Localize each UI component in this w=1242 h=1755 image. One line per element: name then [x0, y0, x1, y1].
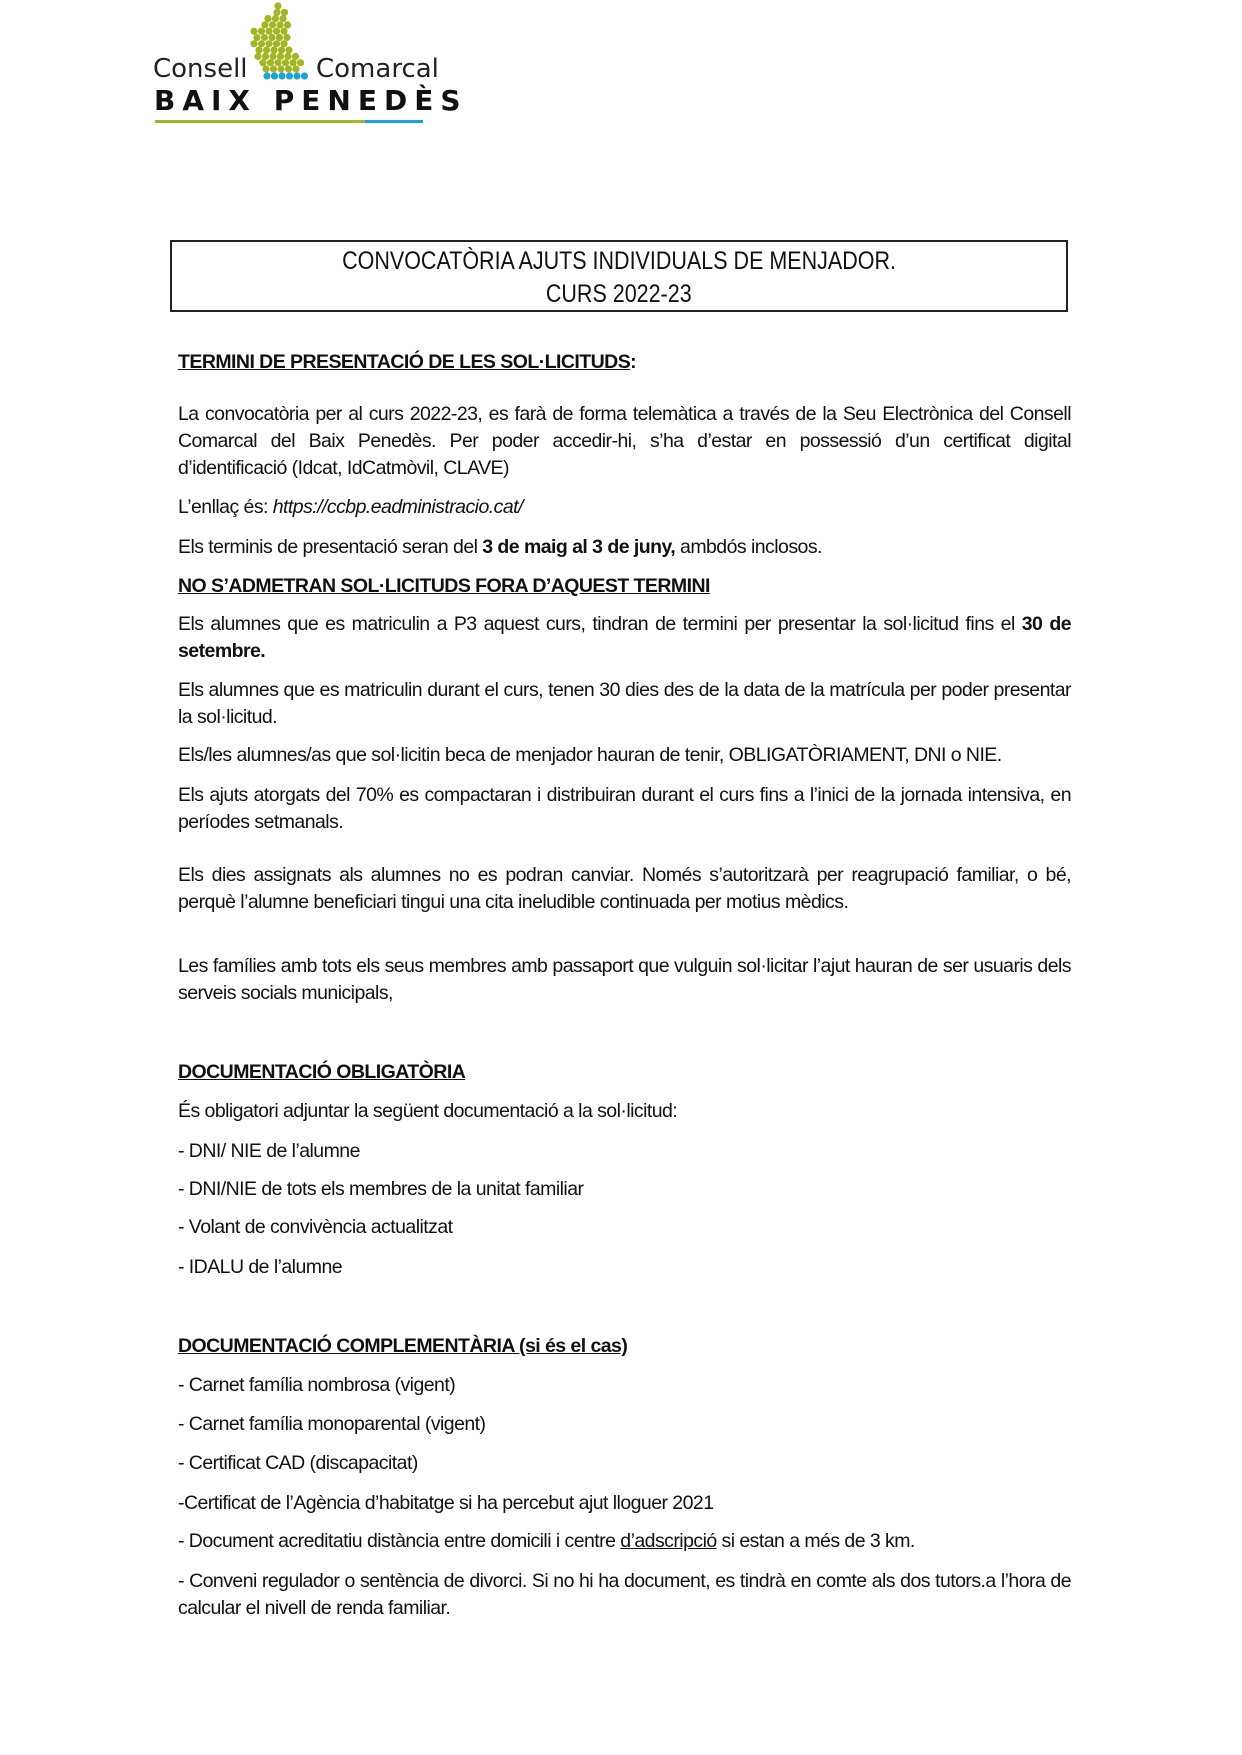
paragraph-link — [178, 494, 1071, 521]
logo-dot — [270, 47, 277, 54]
logo-dot — [254, 53, 261, 60]
logo-dot — [269, 21, 276, 28]
dates-bold: 3 de maig al 3 de juny, — [482, 536, 676, 558]
paragraph-convocatoria: La convocatòria per al curs 2022-23, es farà de forma telemàtica a través de la Seu Electrònica del Consell Comarcal del Baix Penedès. Per poder accedir-hi, s’ha d’estar en possessió d’un certificat digital d’identificació (Idcat, IdCatmòvil, CLAVE) — [178, 403, 1071, 479]
logo-dot — [274, 2, 281, 9]
logo-dot — [289, 59, 296, 66]
logo-dot — [258, 40, 265, 47]
section-heading-obligatoria: DOCUMENTACIÓ OBLIGATÒRIA — [178, 1061, 466, 1083]
logo-dot — [273, 9, 280, 16]
logo-dot — [278, 72, 285, 79]
logo-dot — [273, 28, 280, 35]
logo-dot — [264, 15, 271, 22]
obligatoria-intro: És obligatori adjuntar la següent documentació a la sol·licitud: — [178, 1100, 678, 1122]
logo-dot — [250, 40, 257, 47]
logo-dot — [272, 15, 279, 22]
logo-dot — [253, 34, 260, 41]
paragraph-dies: Els dies assignats als alumnes no es podran canviar. Només s’autoritzarà per reagrupació familiar, o bé, perquè l’alumne beneficiari tingui una cita ineludible continuada per motius mèdics. — [178, 864, 1071, 913]
paragraph-p3 — [178, 611, 1071, 665]
logo-dot — [286, 72, 293, 79]
logo-dot — [280, 40, 287, 47]
logo-dot — [283, 34, 290, 41]
paragraph-passaport: Les famílies amb tots els seus membres amb passaport que vulguin sol·licitar l’ajut hauran de ser usuaris dels serveis socials municipals, — [178, 955, 1071, 1004]
date-bold: 30 de setembre. — [178, 613, 1071, 662]
logo-dot — [261, 34, 268, 41]
list-item: - DNI/NIE de tots els membres de la unitat familiar — [178, 1178, 584, 1200]
logo-dot — [270, 65, 277, 72]
text: Els terminis de presentació seran del — [178, 536, 483, 558]
logo-dot — [263, 47, 270, 54]
logo-dot — [285, 65, 292, 72]
logo-dot — [301, 72, 308, 79]
list-item: - IDALU de l’alumne — [178, 1256, 343, 1278]
logo-dot — [284, 21, 291, 28]
logo-dot — [261, 21, 268, 28]
list-item: - Carnet família nombrosa (vigent) — [178, 1374, 456, 1396]
logo-dot — [259, 59, 266, 66]
logo-dot — [271, 72, 278, 79]
text: Els alumnes que es matriculin a P3 aquest curs, tindran de termini per presentar la sol·licitud fins el — [178, 613, 1022, 635]
list-item: - Volant de convivència actualitzat — [178, 1216, 453, 1238]
logo-dot — [276, 34, 283, 41]
warning-heading: NO S’ADMETRAN SOL·LICITUDS FORA D’AQUEST TERMINI — [178, 575, 710, 597]
logo-dot — [292, 65, 299, 72]
logo-dot — [274, 59, 281, 66]
logo-dot — [278, 47, 285, 54]
logo-blue-line — [365, 120, 423, 123]
heading-text: TERMINI DE PRESENTACIÓ DE LES SOL·LICITUDS — [178, 351, 631, 373]
paragraph-terminis — [178, 534, 1071, 561]
logo-dot — [265, 40, 272, 47]
logo-text-comarcal: Comarcal — [316, 54, 439, 84]
logo-dots-icon — [250, 2, 308, 79]
logo-dot — [268, 34, 275, 41]
logo-dot — [250, 28, 257, 35]
logo-dot — [277, 65, 284, 72]
logo-dot — [267, 59, 274, 66]
text: ambdós inclosos. — [675, 536, 822, 558]
logo-dot — [263, 72, 270, 79]
logo-text-baix-penedes: BAIX PENEDÈS — [154, 84, 468, 117]
title-box — [170, 240, 1068, 312]
paragraph-ajuts: Els ajuts atorgats del 70% es compactaran i distribuiran durant el curs fins a l’inici de la jornada intensiva, en períodes setmanals. — [178, 784, 1071, 833]
list-item: - Carnet família monoparental (vigent) — [178, 1413, 486, 1435]
logo-dot — [285, 47, 292, 54]
logo-dot — [273, 40, 280, 47]
paragraph-durant-curs: Els alumnes que es matriculin durant el curs, tenen 30 dies des de la data de la matrícula per poder presentar la sol·licitud. — [178, 679, 1071, 728]
logo-dot — [262, 65, 269, 72]
list-item: - Certificat CAD (discapacitat) — [178, 1452, 418, 1474]
section-heading-complementaria: DOCUMENTACIÓ COMPLEMENTÀRIA (si és el cas) — [178, 1335, 628, 1357]
logo-dot — [297, 59, 304, 66]
logo-dot — [269, 53, 276, 60]
logo-dot — [282, 59, 289, 66]
text: - Document acreditatiu distància entre domicili i centre — [178, 1530, 621, 1552]
logo-dot — [279, 15, 286, 22]
logo-dot — [292, 53, 299, 60]
logo-green-line — [155, 120, 365, 123]
logo-dot — [262, 53, 269, 60]
title-line-2: CURS 2022-23 — [546, 280, 692, 308]
list-item — [178, 1528, 1071, 1555]
heading-colon: : — [630, 351, 637, 373]
logo-dot — [280, 28, 287, 35]
underlined-text: d’adscripció — [620, 1530, 717, 1552]
list-item: - DNI/ NIE de l’alumne — [178, 1140, 360, 1162]
logo-dot — [276, 21, 283, 28]
logo-dot — [265, 28, 272, 35]
logo-dot — [284, 53, 291, 60]
logo-dot — [255, 47, 262, 54]
paragraph-dni-nie: Els/les alumnes/as que sol·licitin beca de menjador hauran de tenir, OBLIGATÒRIAMENT, DNI o NIE. — [178, 744, 1002, 766]
link-label: L’enllaç és: — [178, 496, 273, 518]
logo-dot — [258, 28, 265, 35]
logo-dot — [281, 9, 288, 16]
list-item: -Certificat de l’Agència d’habitatge si ha percebut ajut lloguer 2021 — [178, 1492, 714, 1514]
seu-electronica-link[interactable]: https://ccbp.eadministracio.cat/ — [272, 496, 523, 518]
logo-dot — [293, 72, 300, 79]
logo-text-consell: Consell — [153, 54, 248, 84]
logo-dot — [277, 53, 284, 60]
consell-comarcal-logo — [150, 0, 468, 130]
text: si estan a més de 3 km. — [716, 1530, 915, 1552]
list-item: - Conveni regulador o sentència de divorci. Si no hi ha document, es tindrà en comte als dos tutors.a l’hora de calcular el nivell de renda familiar. — [178, 1570, 1071, 1619]
section-heading-termini — [178, 349, 1071, 376]
title-line-1: CONVOCATÒRIA AJUTS INDIVIDUALS DE MENJADOR. — [342, 247, 896, 275]
